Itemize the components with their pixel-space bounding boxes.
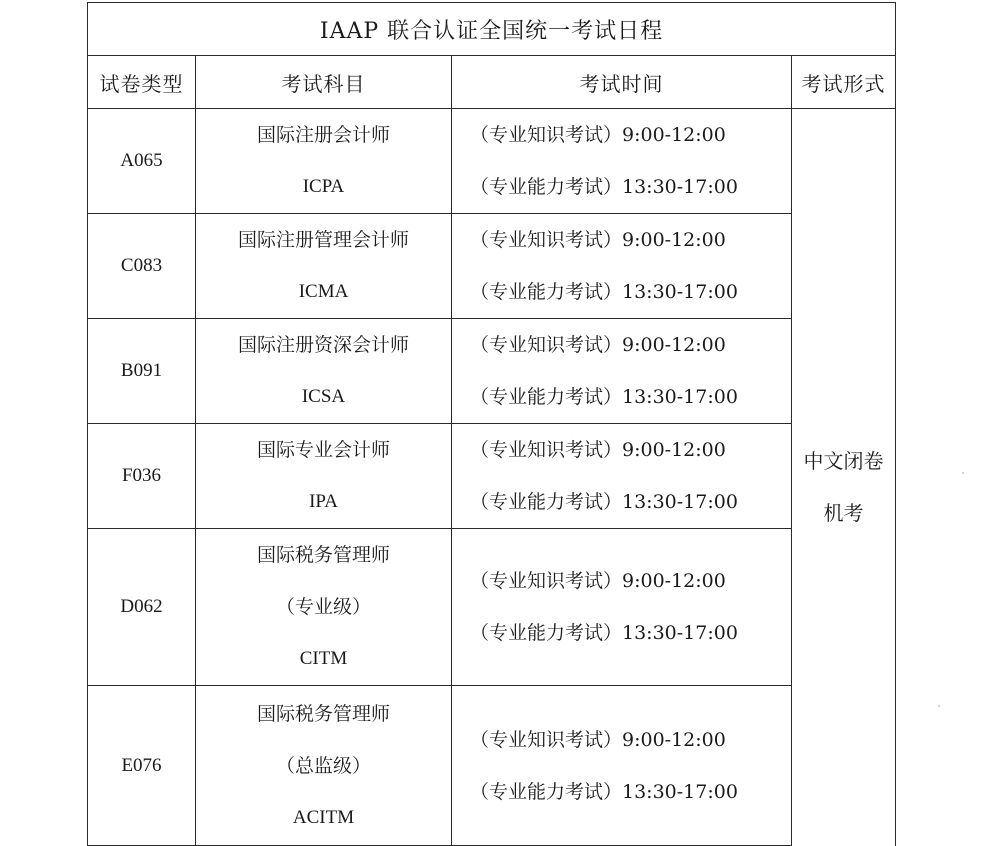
time-cell <box>452 529 792 686</box>
subject-name: 国际专业会计师 <box>256 439 390 461</box>
subject-level: （专业级） <box>275 596 371 618</box>
subject-cell <box>196 529 452 686</box>
time-cell <box>452 214 792 319</box>
time-ability: （专业能力考试）13:30-17:00 <box>470 780 738 803</box>
subject-level: （总监级） <box>275 754 371 777</box>
subject-cell <box>196 109 452 214</box>
subject-name: 国际注册会计师 <box>256 124 390 146</box>
table-row <box>88 424 896 529</box>
exam-code: F036 <box>88 424 196 529</box>
time-ability: （专业能力考试）13:30-17:00 <box>470 281 738 303</box>
exam-schedule-table <box>87 2 896 846</box>
header-time: 考试时间 <box>452 56 792 109</box>
exam-code: E076 <box>88 686 196 846</box>
exam-format-line1: 中文闭卷 <box>803 449 884 474</box>
table-row <box>88 214 896 319</box>
exam-code: A065 <box>88 109 196 214</box>
exam-format-cell <box>792 109 896 846</box>
subject-cell <box>196 424 452 529</box>
scan-speck <box>962 472 964 474</box>
exam-code: C083 <box>88 214 196 319</box>
table-row <box>88 319 896 424</box>
time-knowledge: （专业知识考试）9:00-12:00 <box>470 728 726 751</box>
time-knowledge: （专业知识考试）9:00-12:00 <box>470 439 726 461</box>
title-row <box>88 3 896 56</box>
subject-abbr: CITM <box>299 648 348 669</box>
header-format: 考试形式 <box>792 56 896 109</box>
time-cell <box>452 686 792 846</box>
subject-cell <box>196 214 452 319</box>
time-cell <box>452 424 792 529</box>
scan-speck <box>938 705 940 707</box>
time-knowledge: （专业知识考试）9:00-12:00 <box>470 124 726 146</box>
subject-name: 国际注册管理会计师 <box>237 229 409 251</box>
time-cell <box>452 109 792 214</box>
time-cell <box>452 319 792 424</box>
table-title: IAAP 联合认证全国统一考试日程 <box>88 3 896 56</box>
subject-name: 国际税务管理师 <box>256 544 390 566</box>
table-row <box>88 686 896 846</box>
time-ability: （专业能力考试）13:30-17:00 <box>470 622 738 644</box>
header-row <box>88 56 896 109</box>
subject-abbr: IPA <box>309 491 338 512</box>
exam-code: D062 <box>88 529 196 686</box>
subject-name: 国际税务管理师 <box>256 702 390 725</box>
subject-cell <box>196 319 452 424</box>
time-knowledge: （专业知识考试）9:00-12:00 <box>470 229 726 251</box>
subject-abbr: ICMA <box>298 281 349 302</box>
time-ability: （专业能力考试）13:30-17:00 <box>470 491 738 513</box>
time-ability: （专业能力考试）13:30-17:00 <box>470 386 738 408</box>
table-row <box>88 529 896 686</box>
subject-cell <box>196 686 452 846</box>
time-knowledge: （专业知识考试）9:00-12:00 <box>470 570 726 592</box>
subject-abbr: ICSA <box>301 386 346 407</box>
exam-format-line2: 机考 <box>823 501 864 526</box>
subject-abbr: ACITM <box>292 806 355 828</box>
header-subject: 考试科目 <box>196 56 452 109</box>
exam-code: B091 <box>88 319 196 424</box>
table-row <box>88 109 896 214</box>
time-knowledge: （专业知识考试）9:00-12:00 <box>470 334 726 356</box>
time-ability: （专业能力考试）13:30-17:00 <box>470 176 738 198</box>
subject-abbr: ICPA <box>302 176 345 197</box>
subject-name: 国际注册资深会计师 <box>237 334 409 356</box>
header-type: 试卷类型 <box>88 56 196 109</box>
